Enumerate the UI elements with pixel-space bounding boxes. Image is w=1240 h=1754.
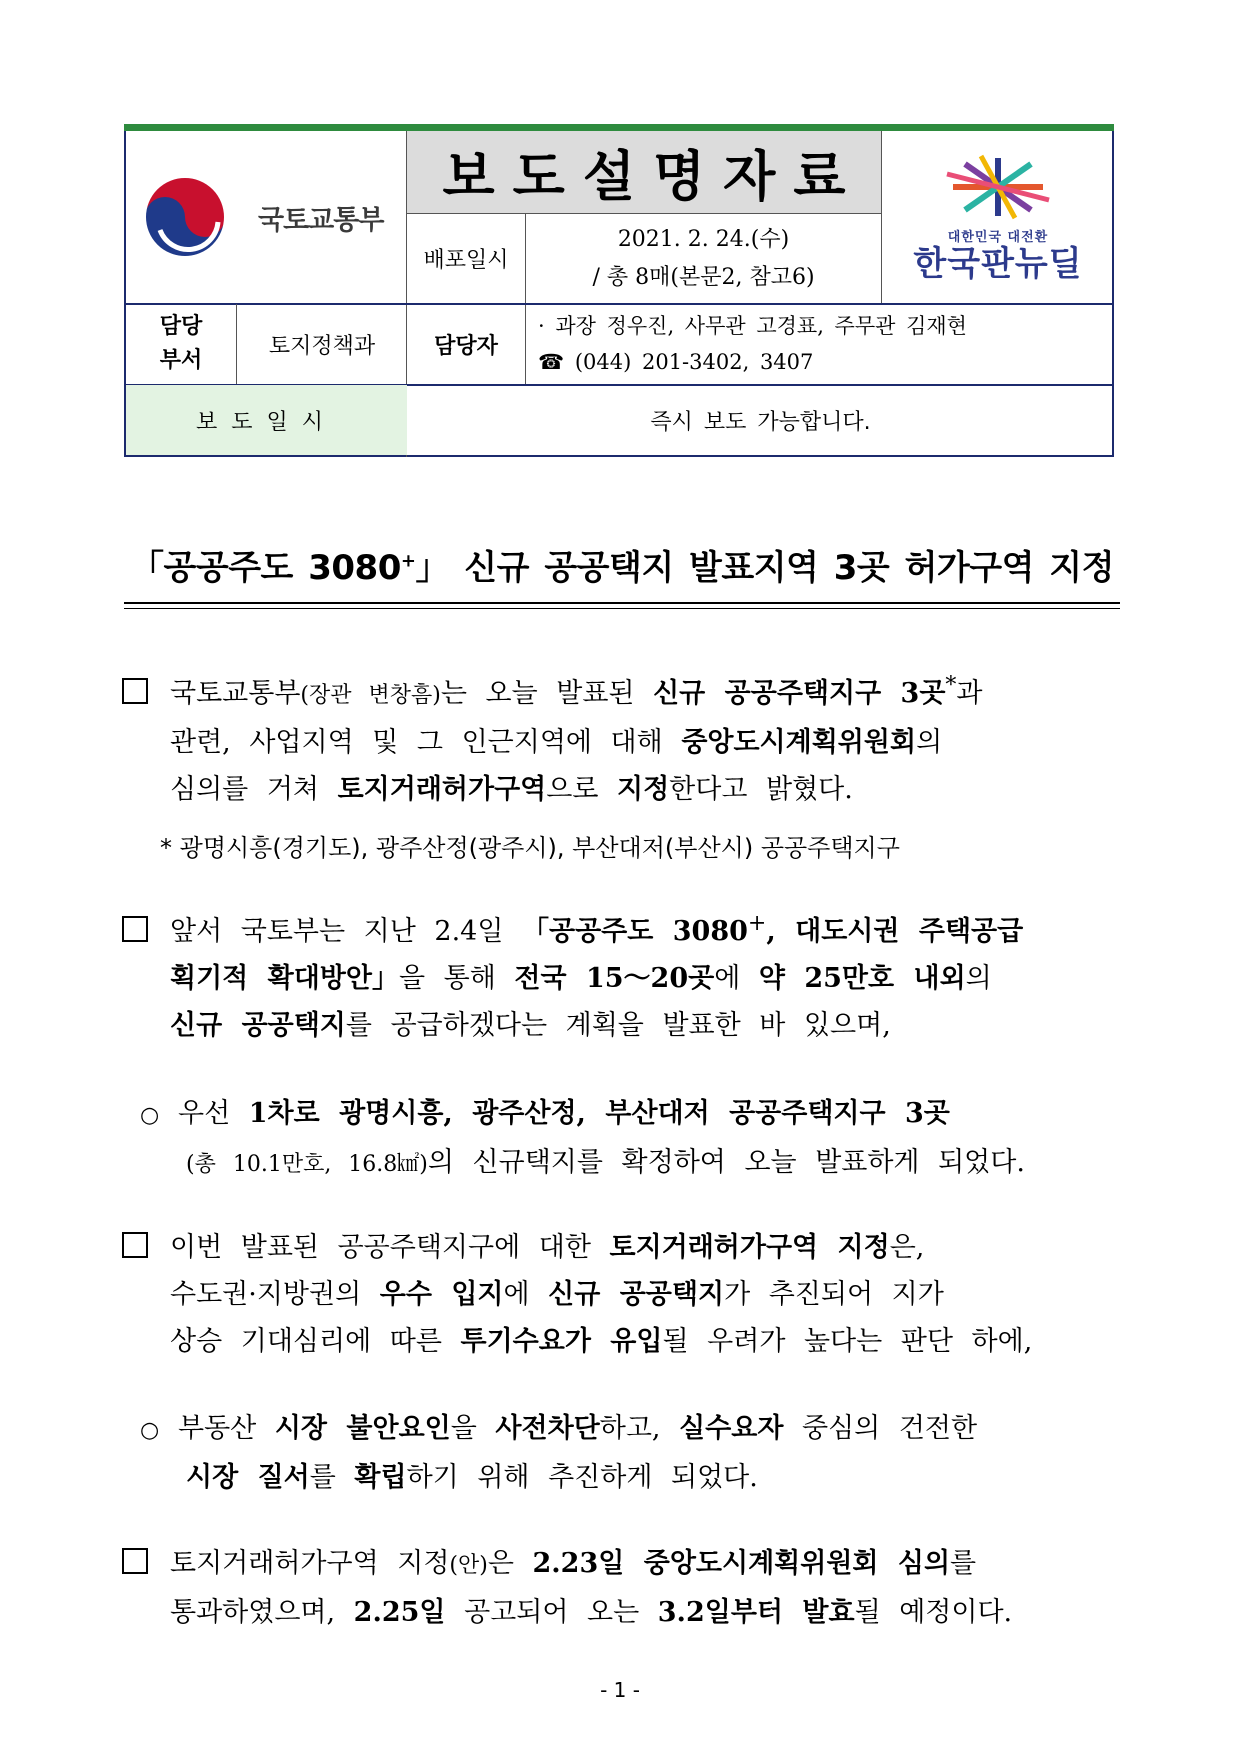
dept-label-line-2: 부서 — [159, 348, 203, 373]
text-span: 심의를 거쳐 — [170, 774, 338, 805]
contact-person-value — [526, 304, 1114, 384]
text-span: 한다고 밝혔다. — [669, 774, 853, 805]
paragraph-3 — [122, 1224, 1120, 1365]
text-span: 관련, 사업지역 및 그 인근지역에 대해 — [170, 727, 682, 758]
text-span: 이번 발표된 공공주택지구에 대한 — [170, 1232, 610, 1263]
distribution-pages: / 총 8매(본문2, 참고6) — [592, 264, 815, 290]
text-span: 은 — [487, 1548, 533, 1579]
contact-names: · 과장 정우진, 사무관 고경표, 주무관 김재현 — [538, 314, 967, 338]
text-span: 을 통해 — [398, 963, 515, 994]
text-span: 신규 공공주택지구 3곳 — [653, 678, 946, 709]
text-span: 으로 — [546, 774, 617, 805]
text-span: 시장 불안요인 — [274, 1413, 451, 1444]
headline-title-a: 공공주도 3080 — [163, 548, 401, 588]
dept-value: 토지정책과 — [268, 333, 376, 359]
text-span: 수도권·지방권의 — [170, 1279, 380, 1310]
contact-person-label: 담당자 — [434, 333, 498, 359]
release-time-value: 즉시 보도 가능합니다. — [650, 409, 871, 435]
doc-type-title-cell — [407, 131, 881, 213]
text-span: 2.25일 — [353, 1597, 446, 1628]
text-span: (장관 변창흠) — [300, 683, 441, 708]
text-span: 중심의 건전한 — [783, 1413, 978, 1444]
page-number: - 1 - — [600, 1678, 640, 1702]
text-span: 하기 위해 추진하게 되었다. — [406, 1462, 758, 1493]
text-span: 「공공주도 3080 — [522, 916, 748, 947]
text-span: 투기수요가 유입 — [460, 1326, 663, 1357]
new-deal-spark-icon — [943, 152, 1053, 222]
text-span: 약 25만호 내외 — [758, 963, 966, 994]
bullet-circle: ○ — [140, 1418, 160, 1443]
text-span: 상승 기대심리에 따른 — [170, 1326, 461, 1357]
text-span: 를 — [950, 1548, 977, 1579]
press-headline — [124, 540, 1120, 589]
header-green-bar — [124, 124, 1114, 131]
paragraph-1 — [122, 662, 1120, 813]
footnote: * 광명시흥(경기도), 광주산정(광주시), 부산대저(부산시) 공공주택지구 — [160, 834, 900, 862]
text-span: 앞서 국토부는 지난 2.4일 — [170, 916, 523, 947]
korean-new-deal-logo — [882, 131, 1114, 303]
paragraph-2 — [122, 900, 1120, 1049]
text-span: 토지거래허가구역 — [337, 774, 547, 805]
headline-superscript: + — [400, 550, 416, 572]
checkbox-square-icon — [122, 1232, 148, 1258]
text-span: 는 오늘 발표된 — [440, 678, 654, 709]
dept-label-line-1: 담당 — [159, 314, 203, 339]
text-span: 의 — [916, 727, 943, 758]
checkbox-square-icon — [122, 1548, 148, 1574]
text-span: (총 10.1만호, 16.8㎢) — [186, 1152, 428, 1177]
dept-label — [126, 304, 236, 384]
text-span: * — [945, 673, 957, 698]
text-span: 실수요자 — [679, 1413, 784, 1444]
text-span: 지정 — [616, 774, 670, 805]
headline-rule-thin — [124, 608, 1120, 609]
text-span: 가 추진되어 지가 — [724, 1279, 944, 1310]
text-span: 의 신규택지를 확정하여 오늘 발표하게 되었다. — [427, 1147, 1025, 1178]
checkbox-square-icon — [122, 678, 148, 704]
text-span: 토지거래허가구역 지정 — [170, 1548, 450, 1579]
sub-item-2 — [140, 1405, 1120, 1501]
paragraph-4 — [122, 1540, 1120, 1636]
text-span: 를 — [309, 1462, 355, 1493]
new-deal-title: 한국판뉴딜 — [913, 243, 1083, 284]
text-span: 국토교통부 — [170, 678, 301, 709]
text-span: 획기적 확대방안」 — [170, 963, 399, 994]
text-span: 우선 — [178, 1098, 249, 1129]
text-span: 공고되어 오는 — [445, 1597, 658, 1628]
sub-item-1 — [140, 1090, 1120, 1188]
text-span: 과 — [956, 678, 983, 709]
text-span: 전국 15～20곳 — [514, 963, 715, 994]
text-span: 신규 공공택지 — [548, 1279, 725, 1310]
doc-type-title: 보도설명자료 — [442, 144, 864, 208]
text-span: 을 — [450, 1413, 496, 1444]
headline-rule-thick — [124, 602, 1120, 604]
text-span: 시장 질서 — [186, 1462, 310, 1493]
new-deal-subtitle: 대한민국 대전환 — [947, 229, 1049, 245]
checkbox-square-icon — [122, 916, 148, 942]
ministry-name: 국토교통부 — [258, 204, 384, 236]
release-time-label: 보도일시 — [126, 385, 407, 455]
text-span: 에 — [503, 1279, 549, 1310]
distribution-value — [526, 214, 881, 303]
taegeuk-logo-icon — [140, 172, 230, 262]
text-span: 우수 입지 — [379, 1279, 504, 1310]
text-span: (안) — [449, 1553, 488, 1578]
text-span: + — [747, 911, 767, 936]
text-span: 신규 공공택지 — [170, 1010, 346, 1041]
text-span: 토지거래허가구역 지정 — [609, 1232, 890, 1263]
text-span: 확립 — [354, 1462, 407, 1493]
headline-open-quote: 「 — [130, 548, 164, 588]
text-span: 의 — [965, 963, 992, 994]
bullet-circle: ○ — [140, 1103, 160, 1128]
distribution-label: 배포일시 — [423, 248, 509, 273]
text-span: 를 공급하겠다는 계획을 발표한 바 있으며, — [345, 1010, 891, 1041]
text-span: 하고, — [599, 1413, 680, 1444]
press-header-table — [124, 131, 1114, 457]
distribution-date: 2021. 2. 24.(수) — [617, 226, 790, 252]
text-span: , 대도시권 주택공급 — [766, 916, 1024, 947]
text-span: 1차로 광명시흥, 광주산정, 부산대저 공공주택지구 3곳 — [248, 1098, 950, 1129]
text-span: 부동산 — [178, 1413, 275, 1444]
text-span: 될 예정이다. — [854, 1597, 1013, 1628]
text-span: 될 우려가 높다는 판단 하에, — [662, 1326, 1033, 1357]
text-span: 중앙도시계획위원회 — [681, 727, 917, 758]
contact-phone: ☎ (044) 201-3402, 3407 — [538, 350, 814, 374]
text-span: 사전차단 — [495, 1413, 600, 1444]
text-span: 은, — [889, 1232, 925, 1263]
text-span: 3.2일부터 발효 — [657, 1597, 855, 1628]
headline-title-b: 」 신규 공공택지 발표지역 3곳 허가구역 지정 — [415, 548, 1114, 588]
text-span: 2.23일 중앙도시계획위원회 심의 — [532, 1548, 951, 1579]
ministry-logo-cell — [126, 131, 406, 303]
text-span: 통과하였으며, — [170, 1597, 354, 1628]
text-span: 에 — [714, 963, 759, 994]
